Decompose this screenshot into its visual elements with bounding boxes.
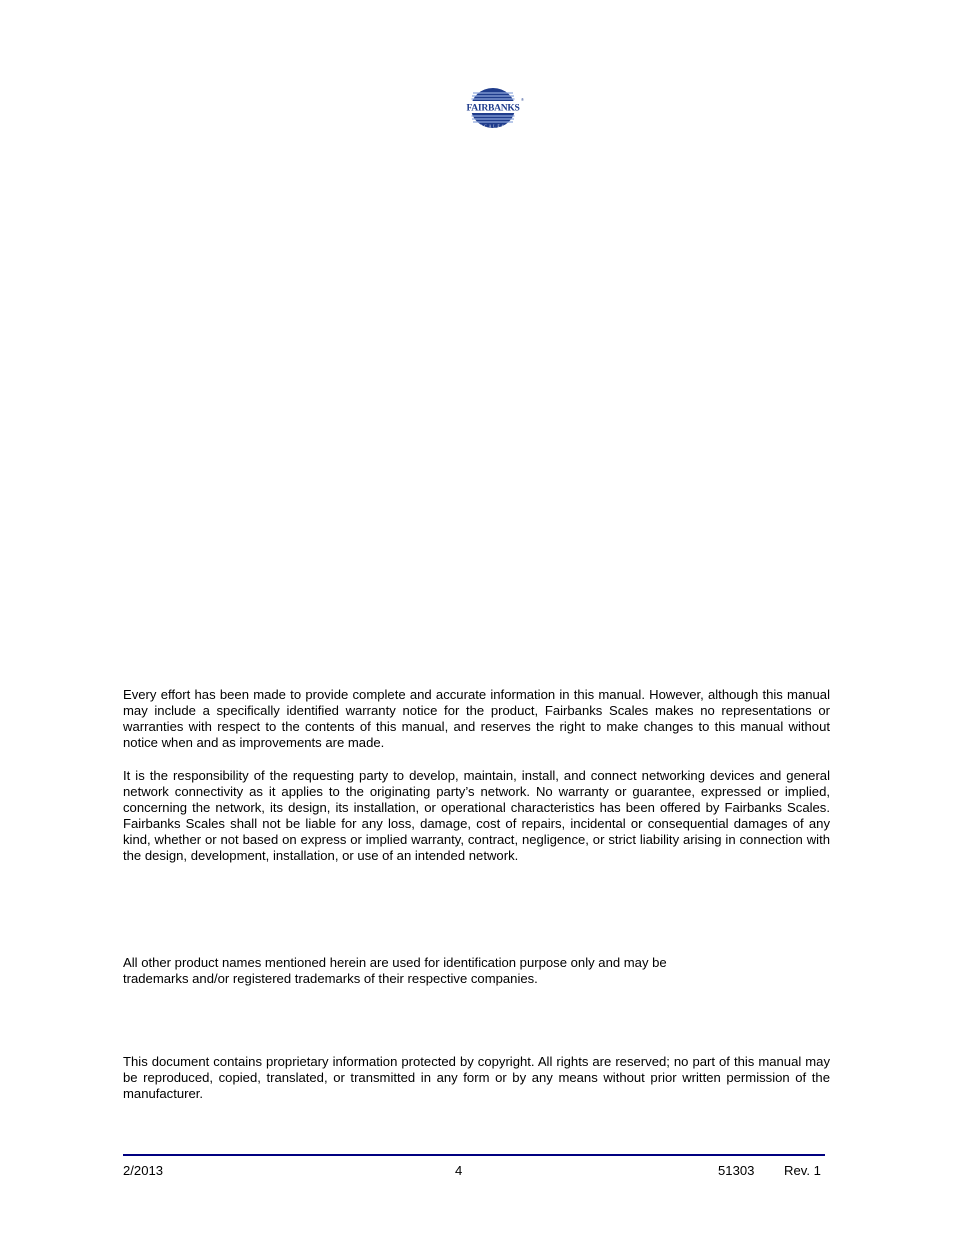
fairbanks-scales-logo [462, 86, 524, 130]
disclaimer-paragraph: Every effort has been made to provide complete and accurate information in this manual. However, although this manual may include a specifically identified warranty notice for the product, Fairbanks Scales makes no representations or warranties with respect to the contents of this manual, and reserves the right to make changes to this manual without notice when and as improvements are made. [123, 687, 830, 751]
footer-document-number: 51303 [718, 1163, 755, 1178]
footer-page-number: 4 [455, 1163, 463, 1178]
footer-rule [123, 1154, 825, 1156]
network-liability-paragraph: It is the responsibility of the requesting party to develop, maintain, install, and connect networking devices and general network connectivity as it applies to the originating party’s network. No warranty or guarantee, expressed or implied, concerning the network, its design, its installation, or operational characteristics has been offered by Fairbanks Scales. Fairbanks Scales shall not be liable for any loss, damage, cost of repairs, incidental or consequential damages of any kind, whether or not based on express or implied warranty, contract, negligence, or strict liability arising in connection with the design, development, installation, or use of an intended network. [123, 768, 830, 864]
trademark-paragraph: All other product names mentioned herein are used for identification purpose only and may be trademarks and/or registered trademarks of their respective companies. [123, 955, 667, 987]
logo-registered-mark: ® [521, 97, 524, 102]
footer-date: 2/2013 [123, 1163, 164, 1178]
logo-brand-text: FAIRBANKS [466, 102, 520, 114]
footer-revision: Rev. 1 [784, 1163, 821, 1178]
copyright-paragraph: This document contains proprietary information protected by copyright. All rights are reserved; no part of this manual may be reproduced, copied, translated, or transmitted in any form or by any means without prior written permission of the manufacturer. [123, 1054, 830, 1102]
logo-sub-text: SCALES [480, 124, 506, 129]
